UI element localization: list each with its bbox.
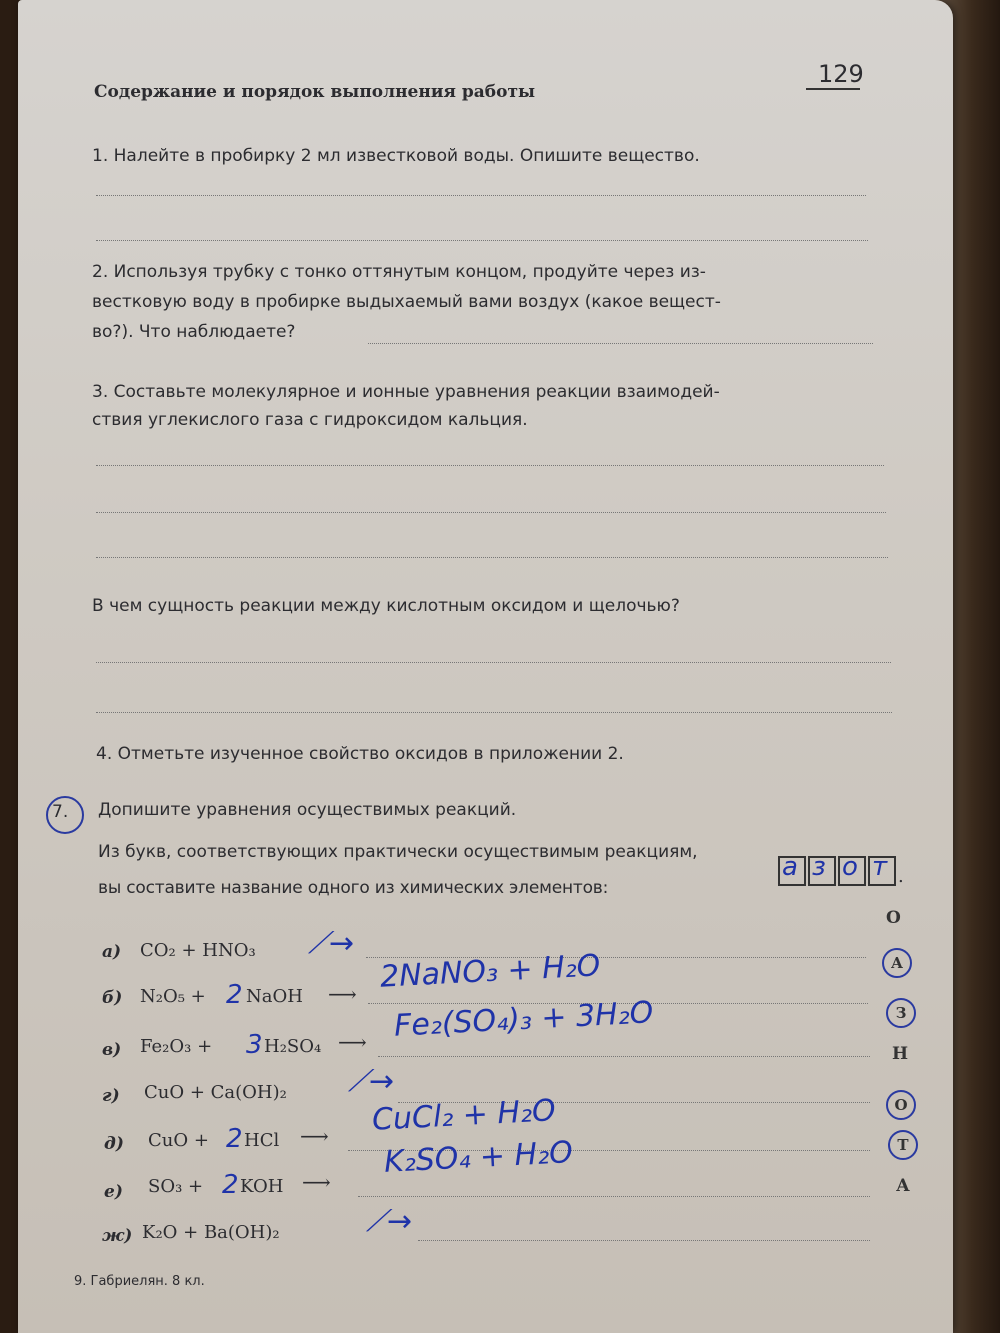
reaction-formula-2: HCl xyxy=(244,1130,280,1151)
handwritten-answer: CuCl₂ + H₂O xyxy=(371,1093,557,1138)
reaction-formula-2: H₂SO₄ xyxy=(264,1036,322,1057)
reaction-formula: SO₃ + xyxy=(148,1176,204,1197)
task-2-line-2: вестковую воду в пробирке выдыхаемый вами воздух (какое вещест- xyxy=(92,292,721,312)
reaction-letter-circled: О xyxy=(886,1090,916,1120)
task-7-line-2: Из букв, соответствующих практически осуществимым реакциям, xyxy=(98,842,698,862)
handwritten-answer: Fe₂(SO₄)₃ + 3H₂O xyxy=(393,995,655,1044)
reaction-formula: K₂O + Ba(OH)₂ xyxy=(142,1222,280,1243)
reaction-label: б) xyxy=(102,988,123,1008)
answer-line xyxy=(96,465,884,466)
task-3-line-1: 3. Составьте молекулярное и ионные уравнения реакции взаимодей- xyxy=(92,382,720,402)
reaction-formula: Fe₂O₃ + xyxy=(140,1036,213,1057)
no-reaction-mark: ⟋→ xyxy=(348,1064,395,1099)
arrow: ⟶ xyxy=(328,982,357,1006)
reaction-formula: CO₂ + HNO₃ xyxy=(140,940,256,961)
reaction-formula-2: KOH xyxy=(240,1176,284,1197)
arrow: ⟶ xyxy=(302,1170,331,1194)
answer-line xyxy=(96,557,888,558)
answer-letter: з xyxy=(812,852,826,882)
task-1: 1. Налейте в пробирку 2 мл известковой воды. Опишите вещество. xyxy=(92,146,700,166)
task-4: 4. Отметьте изученное свойство оксидов в приложении 2. xyxy=(96,744,624,764)
answer-letter: а xyxy=(782,852,798,882)
reaction-label: а) xyxy=(102,942,122,962)
task-2-line-3: во?). Что наблюдаете? xyxy=(92,322,296,342)
reaction-formula-2: NaOH xyxy=(246,986,303,1007)
reaction-label: д) xyxy=(104,1134,124,1154)
answer-letter: т xyxy=(872,852,888,882)
question-essence: В чем сущность реакции между кислотным оксидом и щелочью? xyxy=(92,596,680,616)
reaction-letter-circled: З xyxy=(886,998,916,1028)
handwritten-answer: K₂SO₄ + H₂O xyxy=(383,1135,574,1180)
reaction-letter: Н xyxy=(892,1044,909,1064)
answer-letter: о xyxy=(842,852,858,882)
reaction-letter-circled: Т xyxy=(888,1130,918,1160)
reaction-letter-circled: А xyxy=(882,948,912,978)
arrow: ⟶ xyxy=(338,1030,367,1054)
answer-line xyxy=(418,1240,870,1241)
answer-line xyxy=(96,662,891,663)
task-2-line-1: 2. Используя трубку с тонко оттянутым концом, продуйте через из- xyxy=(92,262,706,282)
reaction-formula: N₂O₅ + xyxy=(140,986,206,1007)
page-number: 129 xyxy=(818,60,864,88)
answer-line xyxy=(378,1056,870,1057)
task-7-number: 7. xyxy=(52,802,69,822)
reaction-letter: А xyxy=(896,1176,910,1196)
reaction-label: г) xyxy=(102,1086,120,1106)
handwritten-coefficient: 2 xyxy=(226,1124,243,1154)
answer-line xyxy=(96,240,868,241)
task-7-line-1: Допишите уравнения осуществимых реакций. xyxy=(98,800,517,820)
section-heading: Содержание и порядок выполнения работы xyxy=(94,82,536,102)
task-3-line-2: ствия углекислого газа с гидроксидом кальция. xyxy=(92,410,528,430)
handwritten-coefficient: 2 xyxy=(226,980,243,1010)
handwritten-answer: 2NaNO₃ + H₂O xyxy=(379,948,602,995)
reaction-label: ж) xyxy=(102,1226,133,1246)
answer-line xyxy=(368,343,873,344)
reaction-label: в) xyxy=(102,1040,122,1060)
handwritten-coefficient: 3 xyxy=(246,1030,263,1060)
no-reaction-mark: ⟋→ xyxy=(308,926,355,961)
reaction-formula: CuO + xyxy=(148,1130,209,1151)
workbook-page xyxy=(18,0,953,1333)
page-number-underline xyxy=(806,88,860,90)
reaction-formula: CuO + Ca(OH)₂ xyxy=(144,1082,287,1103)
answer-period: . xyxy=(898,866,904,887)
handwritten-coefficient: 2 xyxy=(222,1170,239,1200)
answer-line xyxy=(358,1196,870,1197)
answer-line xyxy=(96,512,886,513)
footer-signature: 9. Габриелян. 8 кл. xyxy=(74,1274,205,1289)
answer-line xyxy=(96,195,866,196)
no-reaction-mark: ⟋→ xyxy=(366,1204,413,1239)
answer-line xyxy=(96,712,892,713)
task-7-line-3: вы составите название одного из химических элементов: xyxy=(98,878,609,898)
reaction-letter: О xyxy=(886,908,901,928)
arrow: ⟶ xyxy=(300,1124,329,1148)
reaction-label: е) xyxy=(104,1182,123,1202)
